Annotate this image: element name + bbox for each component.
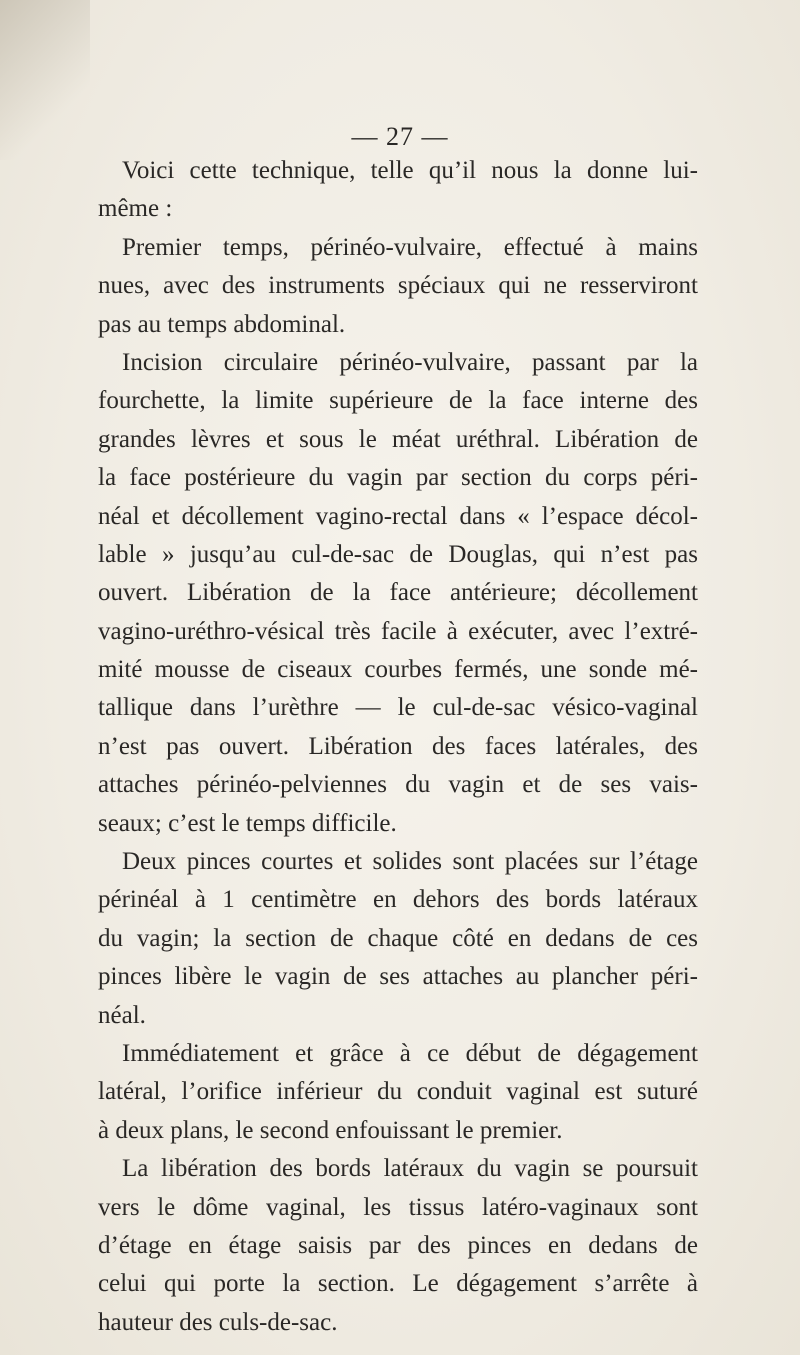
text-line: mité mousse de ciseaux courbes fermés, une sonde mé- — [98, 656, 698, 684]
text-line: lable » jusqu’au cul-de-sac de Douglas, qui n’est pas — [98, 540, 698, 568]
text-line: pas au temps abdominal. — [98, 310, 346, 338]
text-line: fourchette, la limite supérieure de la face interne des — [98, 387, 698, 415]
text-line: néal et décollement vagino-rectal dans « l’espace décol- — [98, 502, 698, 530]
text-line: périnéal à 1 centimètre en dehors des bords latéraux — [98, 886, 698, 914]
text-line: n’est pas ouvert. Libération des faces latérales, des — [98, 732, 698, 760]
text-line: néal. — [98, 1001, 146, 1029]
text-line: tallique dans l’urèthre — le cul-de-sac vésico-vaginal — [98, 694, 698, 722]
text-line: d’étage en étage saisis par des pinces en dedans de — [98, 1231, 698, 1259]
text-line: hauteur des culs-de-sac. — [98, 1308, 338, 1336]
page-number: — 27 — — [351, 122, 449, 151]
text-line: la face postérieure du vagin par section du corps péri- — [98, 464, 698, 492]
text-line: La libération des bords latéraux du vagin se poursuit — [122, 1155, 698, 1183]
text-line: seaux; c’est le temps difficile. — [98, 809, 397, 837]
text-line: latéral, l’orifice inférieur du conduit vaginal est suturé — [98, 1078, 698, 1106]
text-line: ouvert. Libération de la face antérieure; décollement — [98, 579, 698, 607]
text-line: grandes lèvres et sous le méat uréthral. Libération de — [98, 425, 698, 453]
text-line: Incision circulaire périnéo-vulvaire, passant par la — [122, 348, 698, 376]
body-text — [98, 152, 698, 1342]
text-line: à deux plans, le second enfouissant le premier. — [98, 1116, 563, 1144]
text-line: nues, avec des instruments spéciaux qui ne resserviront — [98, 272, 698, 300]
text-line: Deux pinces courtes et solides sont placées sur l’étage — [122, 848, 698, 876]
text-line: du vagin; la section de chaque côté en dedans de ces — [98, 924, 698, 952]
text-line: vagino-uréthro-vésical très facile à exécuter, avec l’extré- — [98, 617, 698, 645]
text-line: celui qui porte la section. Le dégagement s’arrête à — [98, 1270, 698, 1298]
text-line: attaches périnéo-pelviennes du vagin et de ses vais- — [98, 771, 698, 799]
text-line: Premier temps, périnéo-vulvaire, effectué à mains — [122, 233, 698, 261]
text-line: pinces libère le vagin de ses attaches au plancher péri- — [98, 963, 698, 991]
text-line: vers le dôme vaginal, les tissus latéro-vaginaux sont — [98, 1193, 698, 1221]
text-line: Immédiatement et grâce à ce début de dégagement — [122, 1039, 698, 1067]
text-line: même : — [98, 195, 173, 223]
text-line: Voici cette technique, telle qu’il nous la donne lui- — [122, 157, 698, 184]
